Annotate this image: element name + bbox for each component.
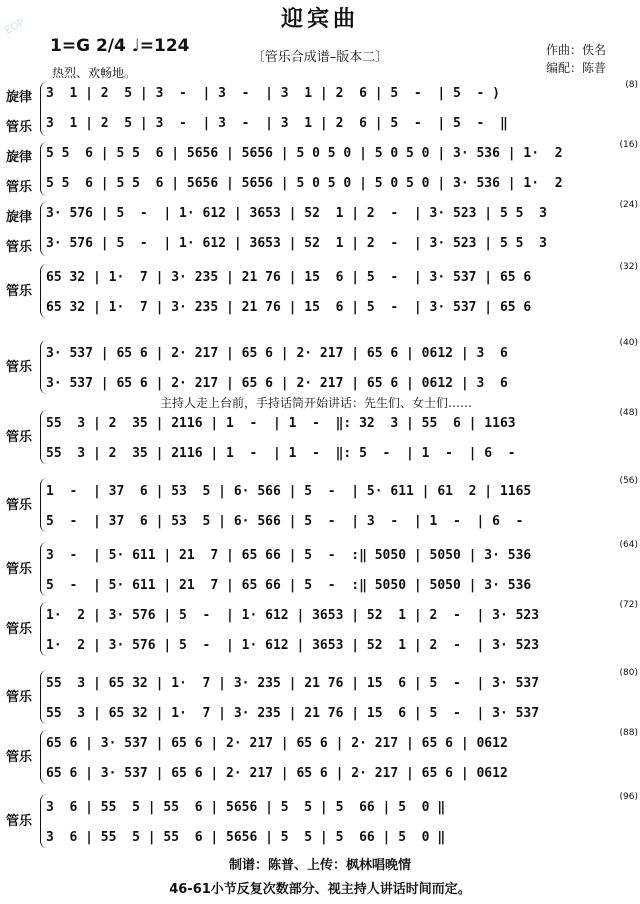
- subtitle: 〔管乐合成谱–版本二〕: [251, 50, 389, 65]
- instrument-label: 旋律: [6, 150, 33, 165]
- notation-row: 5 5 6 | 5 5 6 | 5656 | 5656 | 5 0 5 0 | 5 0 5 0 | 3· 536 | 1· 2: [46, 146, 563, 161]
- notation-row: 5 - | 37 6 | 53 5 | 6· 566 | 5 - | 3 - | 1 - | 6 -: [46, 514, 524, 529]
- notation-row: 55 3 | 2 35 | 2116 | 1 - | 1 - ‖: 5 - | 1 - | 6 -: [46, 446, 516, 461]
- instrument-label: 管乐: [6, 814, 33, 829]
- notation-row: 1 - | 37 6 | 53 5 | 6· 566 | 5 - | 5· 611 | 61 2 | 1165: [46, 484, 532, 499]
- measure-number: (96): [619, 792, 638, 802]
- measure-number: (72): [619, 600, 638, 610]
- instrument-label: 旋律: [6, 90, 33, 105]
- instrument-label: 管乐: [6, 498, 33, 513]
- measure-number: (88): [619, 728, 638, 738]
- instrument-label: 管乐: [6, 622, 33, 637]
- notation-row: 55 3 | 65 32 | 1· 7 | 3· 235 | 21 76 | 15 6 | 5 - | 3· 537: [46, 706, 540, 721]
- instrument-label: 管乐: [6, 360, 33, 375]
- notation-row: 3· 576 | 5 - | 1· 612 | 3653 | 52 1 | 2 - | 3· 523 | 5 5 3: [46, 206, 547, 221]
- notation-row: 3· 537 | 65 6 | 2· 217 | 65 6 | 2· 217 | 65 6 | 0612 | 3 6: [46, 346, 508, 361]
- notation-row: 3 - | 5· 611 | 21 7 | 65 66 | 5 - :‖ 5050 | 5050 | 3· 536: [46, 548, 532, 563]
- instrument-label: 管乐: [6, 430, 33, 445]
- notation-row: 65 32 | 1· 7 | 3· 235 | 21 76 | 15 6 | 5 - | 3· 537 | 65 6: [46, 300, 532, 315]
- notation-row: 65 6 | 3· 537 | 65 6 | 2· 217 | 65 6 | 2· 217 | 65 6 | 0612: [46, 736, 508, 751]
- notation-row: 3 1 | 2 5 | 3 - | 3 - | 3 1 | 2 6 | 5 - | 5 - ‖: [46, 116, 508, 131]
- instrument-label: 管乐: [6, 690, 33, 705]
- measure-number: (80): [619, 668, 638, 678]
- notation-row: 1· 2 | 3· 576 | 5 - | 1· 612 | 3653 | 52 1 | 2 - | 3· 523: [46, 638, 540, 653]
- footer-credit: 制谱：陈普、上传：枫林唱晚情: [228, 858, 411, 873]
- measure-number: (8): [625, 80, 638, 90]
- measure-number: (32): [619, 262, 638, 272]
- instrument-label: 管乐: [6, 240, 33, 255]
- measure-number: (64): [619, 540, 638, 550]
- instrument-label: 管乐: [6, 284, 33, 299]
- instrument-label: 管乐: [6, 562, 33, 577]
- notation-row: 3 6 | 55 5 | 55 6 | 5656 | 5 5 | 5 66 | 5 0 ‖: [46, 830, 446, 845]
- expression-mark: 热烈、欢畅地。: [52, 66, 137, 80]
- notation-row: 3 1 | 2 5 | 3 - | 3 - | 3 1 | 2 6 | 5 - | 5 - ): [46, 86, 500, 101]
- notation-row: 65 6 | 3· 537 | 65 6 | 2· 217 | 65 6 | 2· 217 | 65 6 | 0612: [46, 766, 508, 781]
- measure-number: (16): [619, 140, 638, 150]
- notation-row: 55 3 | 2 35 | 2116 | 1 - | 1 - ‖: 32 3 | 55 6 | 1163: [46, 416, 516, 431]
- instrument-label: 管乐: [6, 120, 33, 135]
- measure-number: (48): [619, 408, 638, 418]
- svg-text:EOP: EOP: [3, 17, 27, 37]
- composer-credit: 作曲：佚名: [546, 43, 607, 57]
- arranger-credit: 编配：陈普: [546, 61, 607, 75]
- key-signature: 1=G 2/4 ♩=124: [50, 36, 190, 56]
- narration-text: 主持人走上台前，手持话筒开始讲话：先生们、女士们……: [160, 396, 473, 410]
- notation-row: 3· 576 | 5 - | 1· 612 | 3653 | 52 1 | 2 - | 3· 523 | 5 5 3: [46, 236, 547, 251]
- instrument-label: 旋律: [6, 210, 33, 225]
- notation-row: 1· 2 | 3· 576 | 5 - | 1· 612 | 3653 | 52 1 | 2 - | 3· 523: [46, 608, 540, 623]
- notation-row: 65 32 | 1· 7 | 3· 235 | 21 76 | 15 6 | 5 - | 3· 537 | 65 6: [46, 270, 532, 285]
- measure-number: (24): [619, 200, 638, 210]
- footer-note: 46-61小节反复次数部分、视主持人讲话时间而定。: [169, 882, 471, 897]
- instrument-label: 管乐: [6, 180, 33, 195]
- notation-row: 5 - | 5· 611 | 21 7 | 65 66 | 5 - :‖ 5050 | 5050 | 3· 536: [46, 578, 532, 593]
- instrument-label: 管乐: [6, 750, 33, 765]
- notation-row: 5 5 6 | 5 5 6 | 5656 | 5656 | 5 0 5 0 | 5 0 5 0 | 3· 536 | 1· 2: [46, 176, 563, 191]
- page-title: 迎宾曲: [280, 6, 359, 32]
- measure-number: (56): [619, 476, 638, 486]
- measure-number: (40): [619, 338, 638, 348]
- notation-row: 3 6 | 55 5 | 55 6 | 5656 | 5 5 | 5 66 | 5 0 ‖: [46, 800, 446, 815]
- notation-row: 55 3 | 65 32 | 1· 7 | 3· 235 | 21 76 | 15 6 | 5 - | 3· 537: [46, 676, 540, 691]
- notation-row: 3· 537 | 65 6 | 2· 217 | 65 6 | 2· 217 | 65 6 | 0612 | 3 6: [46, 376, 508, 391]
